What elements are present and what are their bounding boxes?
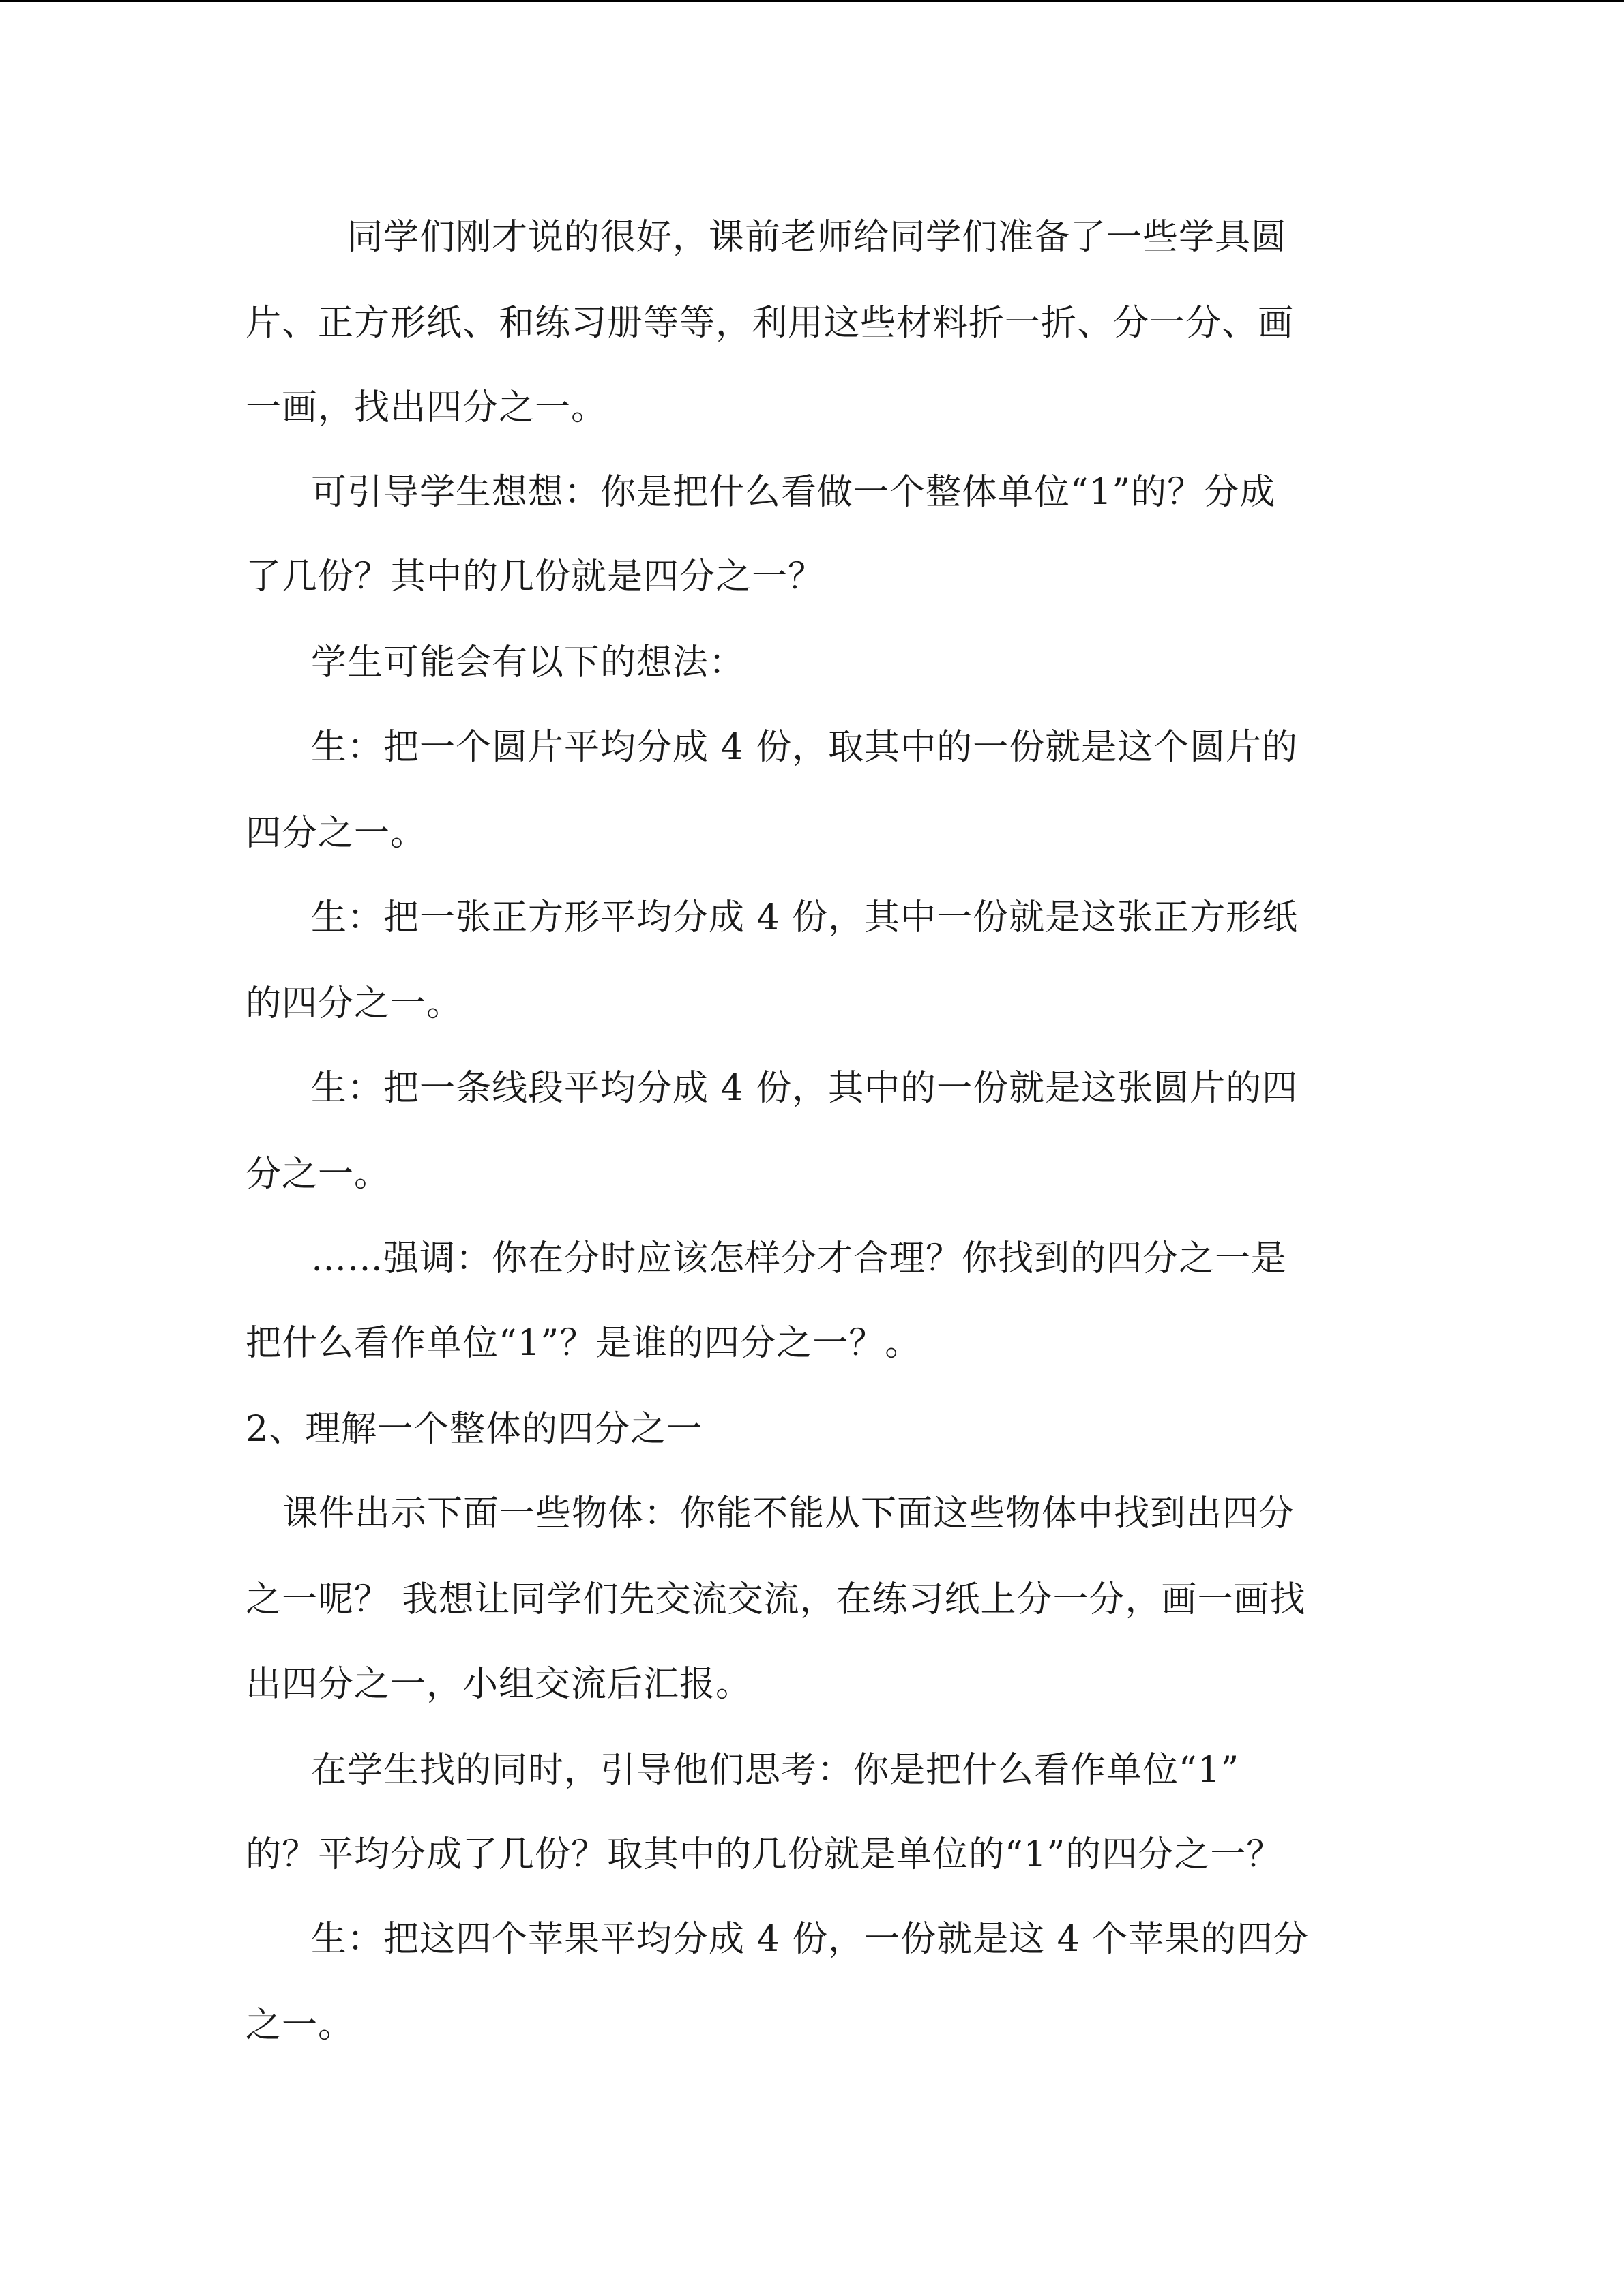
paragraph-line: 一画，找出四分之一。 xyxy=(246,387,608,428)
paragraph-line: 的四分之一。 xyxy=(246,983,463,1024)
paragraph-line: 生：把一个圆片平均分成 4 份，取其中的一份就是这个圆片的 xyxy=(311,727,1299,768)
paragraph-line: 同学们刚才说的很好，课前老师给同学们准备了一些学具圆 xyxy=(311,217,1288,258)
paragraph-line: 生：把这四个苹果平均分成 4 份，一份就是这 4 个苹果的四分 xyxy=(311,1919,1310,1960)
paragraph-line: 生：把一张正方形平均分成 4 份，其中一份就是这张正方形纸 xyxy=(311,897,1299,938)
paragraph-line: 了几份？其中的几份就是四分之一？ xyxy=(246,556,825,597)
paragraph-line: 四分之一。 xyxy=(246,813,427,854)
paragraph-line: 出四分之一，小组交流后汇报。 xyxy=(246,1664,752,1705)
paragraph-line: 在学生找的同时，引导他们思考：你是把什么看作单位“1” xyxy=(311,1750,1240,1791)
paragraph-line: 生：把一条线段平均分成 4 份，其中的一份就是这张圆片的四 xyxy=(311,1068,1299,1109)
paragraph-line: 学生可能会有以下的想法： xyxy=(311,642,745,683)
paragraph-line: 把什么看作单位“1”？是谁的四分之一？。 xyxy=(246,1323,921,1364)
paragraph-line: 片、正方形纸、和练习册等等，利用这些材料折一折、分一分、画 xyxy=(246,303,1295,344)
paragraph-line: 之一呢？ 我想让同学们先交流交流，在练习纸上分一分，画一画找 xyxy=(246,1579,1306,1620)
paragraph-line: 课件出示下面一些物体：你能不能从下面这些物体中找到出四分 xyxy=(282,1493,1295,1534)
paragraph-line: 之一。 xyxy=(246,2005,355,2046)
paragraph-line: 分之一。 xyxy=(246,1154,391,1195)
paragraph-line: 可引导学生想想：你是把什么看做一个整体单位“1”的？分成 xyxy=(311,472,1276,513)
paragraph-line: ……强调：你在分时应该怎样分才合理？你找到的四分之一是 xyxy=(311,1238,1288,1279)
section-heading: 2、理解一个整体的四分之一 xyxy=(246,1409,703,1450)
paragraph-line: 的？平均分成了几份？取其中的几份就是单位的“1”的四分之一？ xyxy=(246,1834,1283,1875)
